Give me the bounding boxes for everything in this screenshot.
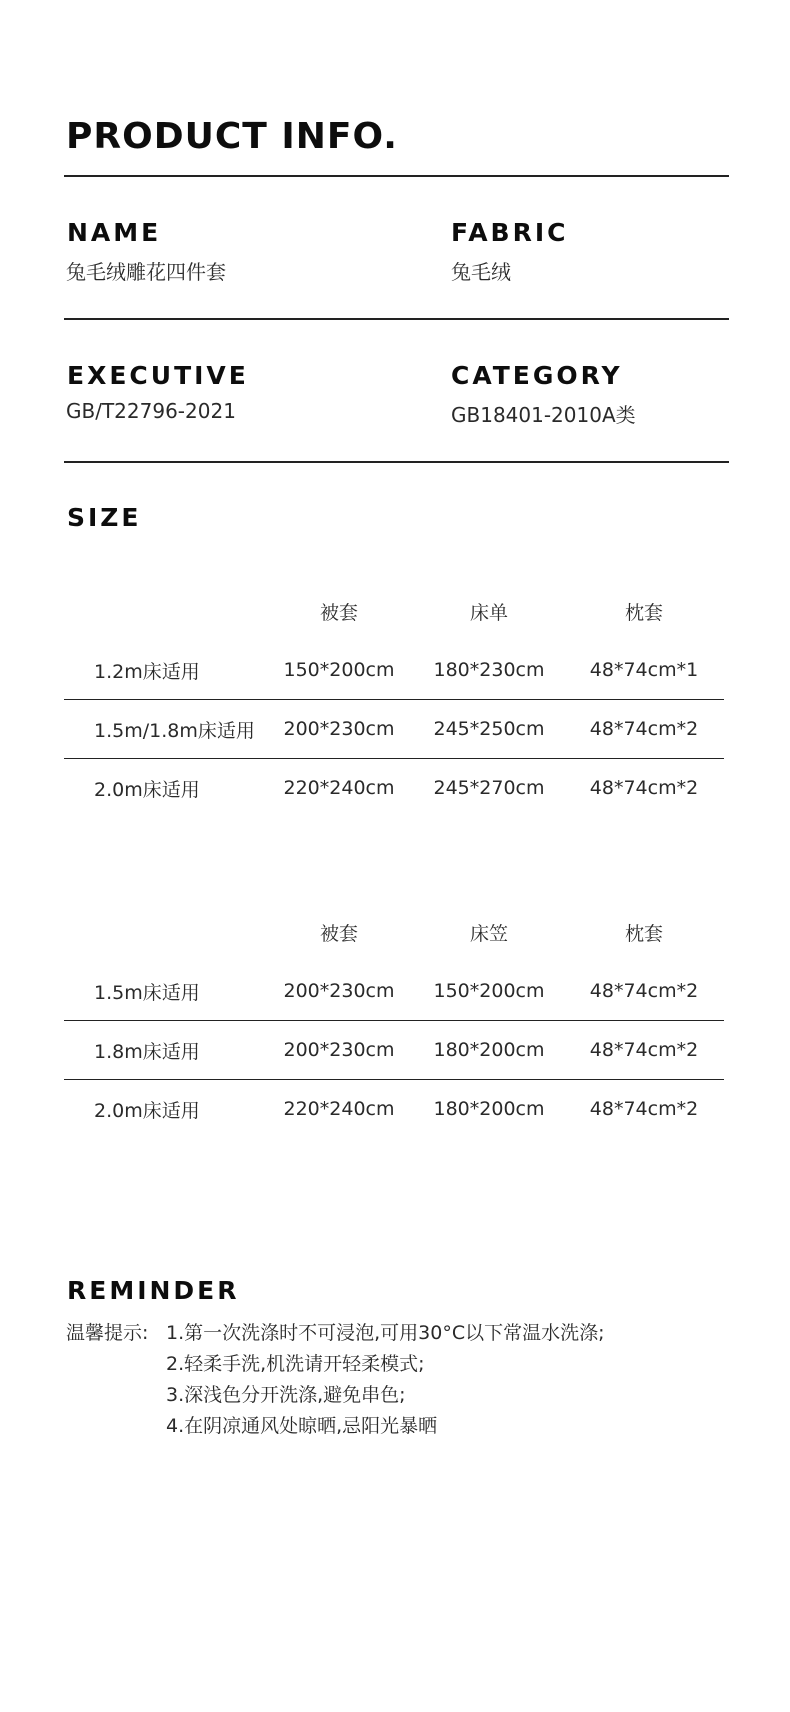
header-cell: 被套 — [319, 922, 358, 945]
table-row — [64, 962, 724, 1021]
bed-size-cell: 1.5m床适用 — [94, 981, 200, 1004]
sheet-cell: 245*250cm — [414, 700, 564, 759]
bed-size-cell: 1.5m/1.8m床适用 — [64, 700, 264, 759]
pillowcase-cell: 48*74cm*2 — [564, 1080, 724, 1139]
reminder-line: 4.在阴凉通风处晾晒,忌阳光暴晒 — [166, 1415, 438, 1437]
fitted-sheet-cell: 180*200cm — [414, 1080, 564, 1139]
header-cell — [64, 902, 264, 962]
name-value: 兔毛绒雕花四件套 — [66, 260, 226, 284]
pillowcase-cell: 48*74cm*1 — [589, 659, 699, 681]
header-cell: 床笠 — [469, 922, 508, 945]
duvet-cover-cell: 220*240cm — [264, 1080, 414, 1139]
table-row — [64, 641, 724, 700]
table-row — [64, 759, 724, 818]
fabric-label: FABRIC — [451, 218, 569, 247]
sheet-cell: 180*230cm — [433, 659, 545, 681]
page-title: PRODUCT INFO. — [66, 116, 398, 157]
executive-label: EXECUTIVE — [67, 361, 249, 390]
name-label: NAME — [67, 218, 162, 247]
reminder-line: 1.第一次洗涤时不可浸泡,可用30°C以下常温水洗涤; — [166, 1322, 605, 1344]
bed-size-cell: 1.2m床适用 — [94, 660, 200, 683]
pillowcase-cell: 48*74cm*2 — [564, 759, 724, 818]
size-table-sheet — [64, 581, 724, 817]
category-value: GB18401-2010A类 — [451, 403, 636, 427]
duvet-cover-cell: 200*230cm — [264, 1021, 414, 1080]
header-cell: 枕套 — [624, 601, 663, 624]
duvet-cover-cell: 200*230cm — [264, 700, 414, 759]
fabric-value: 兔毛绒 — [451, 260, 511, 284]
header-cell: 被套 — [319, 601, 358, 624]
sheet-cell: 245*270cm — [414, 759, 564, 818]
fitted-sheet-cell: 150*200cm — [433, 980, 545, 1002]
pillowcase-cell: 48*74cm*2 — [564, 700, 724, 759]
duvet-cover-cell: 200*230cm — [283, 980, 395, 1002]
reminder-line: 3.深浅色分开洗涤,避免串色; — [166, 1384, 406, 1406]
reminder-line: 2.轻柔手洗,机洗请开轻柔模式; — [166, 1353, 425, 1375]
table-row — [64, 1080, 724, 1139]
header-cell: 床单 — [469, 601, 508, 624]
reminder-label: REMINDER — [67, 1276, 240, 1305]
pillowcase-cell: 48*74cm*2 — [589, 980, 699, 1002]
reminder-lines — [166, 1318, 605, 1442]
divider — [64, 175, 729, 177]
fitted-sheet-cell: 180*200cm — [414, 1021, 564, 1080]
bed-size-cell: 1.8m床适用 — [64, 1021, 264, 1080]
size-table-fitted — [64, 902, 724, 1138]
bed-size-cell: 2.0m床适用 — [64, 759, 264, 818]
executive-value: GB/T22796-2021 — [66, 399, 236, 423]
table-row — [64, 700, 724, 759]
duvet-cover-cell: 150*200cm — [283, 659, 395, 681]
duvet-cover-cell: 220*240cm — [264, 759, 414, 818]
pillowcase-cell: 48*74cm*2 — [564, 1021, 724, 1080]
reminder-prefix: 温馨提示: — [66, 1322, 149, 1344]
divider — [64, 318, 729, 320]
header-cell — [64, 581, 264, 641]
table-row — [64, 1021, 724, 1080]
size-label: SIZE — [67, 503, 142, 532]
bed-size-cell: 2.0m床适用 — [64, 1080, 264, 1139]
category-label: CATEGORY — [451, 361, 623, 390]
divider — [64, 461, 729, 463]
header-cell: 枕套 — [624, 922, 663, 945]
